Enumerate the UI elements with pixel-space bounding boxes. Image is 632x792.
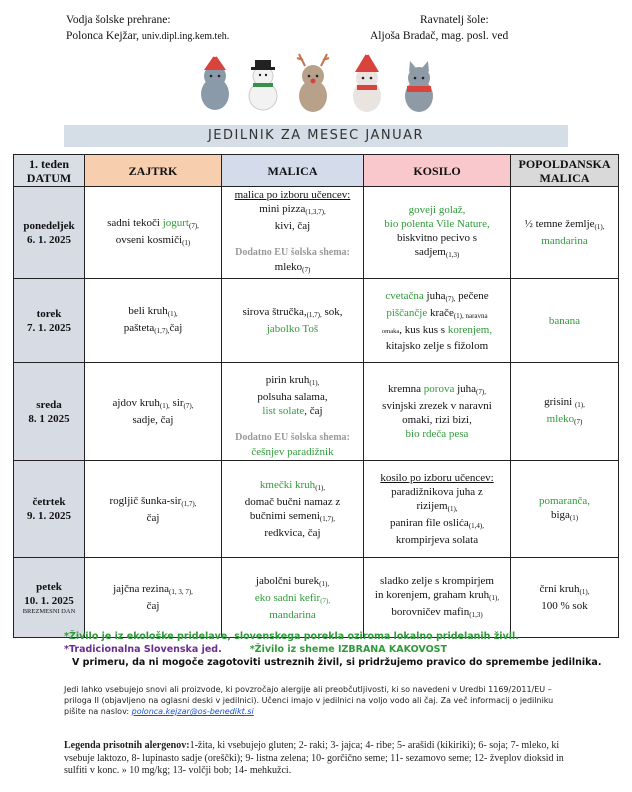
malica-tuesday: sirova $štručka,_{(1,7),}$ sok, jabolko Toš <box>222 279 364 363</box>
rabbit-icon <box>353 52 381 112</box>
header-popoldanska: POPOLDANSKA MALICA <box>511 155 619 187</box>
zajtrk-tuesday: beli kruh$_{(1),}$ pašteta$_{(1,7),}$čaj <box>85 279 222 363</box>
header-kosilo: KOSILO <box>364 155 511 187</box>
malica-wednesday: pirin kruh$_{(1),}$ polsuha salama, list solate, čaj Dodatno EU šolska shema: češnjev paradižnik <box>222 363 364 461</box>
zajtrk-monday: sadni tekoči jogurt$_{(7),}$ ovseni kosmiči$_{(1)}$ <box>85 187 222 279</box>
popoldanska-tuesday: banana <box>511 279 619 363</box>
kosilo-friday: sladko zelje s krompirjem in korenjem, graham kruh$_{(1),}$ borovničev mafin$_{(1,3)}$ <box>364 558 511 638</box>
reindeer-icon <box>297 54 329 112</box>
table-row-tuesday <box>14 279 619 363</box>
note-eco: *Živilo je iz ekološke pridelave, slovenskega porekla oziroma lokalno pridelanih živil. <box>64 631 519 642</box>
popoldanska-friday: črni kruh$_{(1),}$ 100 % sok <box>511 558 619 638</box>
header-left <box>66 12 229 45</box>
day-friday: petek 10. 1. 2025 BREZMESNI DAN <box>14 558 85 638</box>
header-right <box>370 12 508 44</box>
kosilo-thursday: kosilo po izboru učencev: paradižnikova juha z rizijem$_{(1),}$ paniran file oslića$_{(1,4),}$ krompirjeva solata <box>364 461 511 558</box>
header-right-role: Ravnatelj šole: <box>420 14 489 26</box>
table-row-thursday <box>14 461 619 558</box>
menu-title: JEDILNIK ZA MESEC JANUAR <box>64 125 568 147</box>
kosilo-tuesday: cvetačna juha$_{(7),}$ pečene piščančje krače$_{(1), naravna}$ omaka, kus kus s korenjem, kitajsko zelje s fižolom <box>364 279 511 363</box>
popoldanska-monday: ½ temne žemlje$_{(1),}$ mandarina <box>511 187 619 279</box>
kosilo-wednesday: kremna porova juha$_{(7),}$ svinjski zrezek v naravni omaki, rizi bizi, bio rdeča pesa <box>364 363 511 461</box>
allergy-info: Jedi lahko vsebujejo snovi ali proizvode, ki povzročajo alergije ali preobčutljivosti, ki so navedeni v Uredbi 1169/2011/EU – priloga II (objavljeno na oglasni deski v jedilnici). Učenci imajo v jedilnici na voljo vodo ali čaj. Za več informacij o jedilniku pišite na naslov: polonca.kejzar@os-benedikt.si <box>64 685 554 716</box>
menu-notes <box>64 630 601 669</box>
bear-icon <box>201 52 229 110</box>
table-row-wednesday <box>14 363 619 461</box>
contact-email-link[interactable]: polonca.kejzar@os-benedikt.si <box>131 707 254 716</box>
malica-monday: malica po izboru učencev: mini pizza$_{(1,3,7),}$ kivi, čaj Dodatno EU šolska shema: mleko$_{(7)}$ <box>222 187 364 279</box>
winter-animals-illustration <box>195 52 445 114</box>
table-row-monday <box>14 187 619 279</box>
popoldanska-thursday: pomaranča, biga$_{(1)}$ <box>511 461 619 558</box>
header-right-name: Aljoša Bradač, mag. posl. ved <box>370 30 509 42</box>
day-monday: ponedeljek 6. 1. 2025 <box>14 187 85 279</box>
day-thursday: četrtek 9. 1. 2025 <box>14 461 85 558</box>
header-zajtrk: ZAJTRK <box>85 155 222 187</box>
malica-friday: jabolčni burek$_{(1),}$ eko sadni kefir$_{(7),}$ mandarina <box>222 558 364 638</box>
table-row-friday <box>14 558 619 638</box>
snowman-icon <box>249 60 277 110</box>
day-tuesday: torek 7. 1. 2025 <box>14 279 85 363</box>
note-traditional: *Tradicionalna Slovenska jed. *Živilo iz sheme IZBRANA KAKOVOST <box>64 644 447 655</box>
note-change: V primeru, da ni mogoče zagotoviti ustreznih živil, si pridržujemo pravico do spremembe jedilnika. <box>72 657 602 668</box>
cat-icon <box>405 61 433 112</box>
day-wednesday: sreda 8. 1 2025 <box>14 363 85 461</box>
zajtrk-thursday: rogljič šunka-sir$_{(1,7),}$ čaj <box>85 461 222 558</box>
malica-thursday: kmečki kruh$_{(1),}$ domač bučni namaz z bučnimi semeni$_{(1,7),}$ redkvica, čaj <box>222 461 364 558</box>
table-header-row <box>14 155 619 187</box>
allergen-legend: Legenda prisotnih alergenov:1-žita, ki vsebujejo gluten; 2- raki; 3- jajca; 4- ribe; 5- arašidi (kikiriki); 6- soja; 7- mleko, ki vsebuje laktozo, 8- lupinasto sadje (oreščki); 9- listna zelena; 10- gorčično seme; 11- sezamovo seme; 12- žveplov dioksid in sulfiti v konc. » 10 mg/kg; 13- volčji bob; 14- mehkužci. <box>64 740 564 776</box>
kosilo-monday: goveji golaž, bio polenta Vile Nature, biskvitno pecivo s sadjem$_{(1,3)}$ <box>364 187 511 279</box>
header-malica: MALICA <box>222 155 364 187</box>
zajtrk-friday: jajčna rezina$_{(1, 3, 7),}$ čaj <box>85 558 222 638</box>
popoldanska-wednesday: grisini $_{(1),}$ mleko$_{(7)}$ <box>511 363 619 461</box>
zajtrk-wednesday: ajdov kruh$_{(1),}$ sir$_{(7),}$ sadje, čaj <box>85 363 222 461</box>
header-date: 1. teden DATUM <box>14 155 85 187</box>
menu-table <box>13 154 619 638</box>
header-left-role: Vodja šolske prehrane: <box>66 14 171 26</box>
header-left-name: Polonca Kejžar, univ.dipl.ing.kem.teh. <box>66 30 230 42</box>
